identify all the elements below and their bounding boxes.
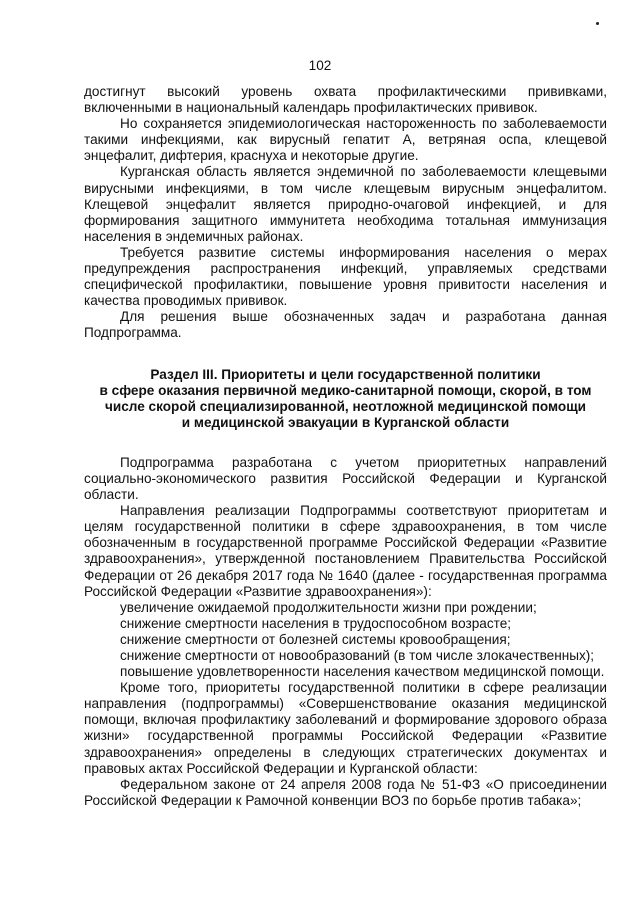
paragraph-federal-law: Федеральном законе от 24 апреля 2008 года № 51-ФЗ «О присоединении Российской Федерации к Рамочной конвенции ВОЗ по борьбе против табака»; — [84, 776, 607, 808]
paragraph-information-system: Требуется развитие системы информирования населения о мерах предупреждения распространения инфекций, управляемых средствами специфической профилактики, повышение уровня привитости населения и качества проводимых прививок. — [84, 244, 607, 309]
paragraph-epidemiological-alertness: Но сохраняется эпидемиологическая настороженность по заболеваемости такими инфекциями, как вирусный гепатит А, ветряная оспа, клещевой энцефалит, дифтерия, краснуха и некоторые другие. — [84, 116, 607, 164]
paragraph-implementation-directions: Направления реализации Подпрограммы соответствуют приоритетам и целям государственной политики в сфере здравоохранения, в том числе обозначенным в государственной программе Российской Федерации «Развитие здравоохранения», утвержденной постановлением Правительства Российской Федерации от 26 декабря 2017 года № 1640 (далее - государственная программа Российской Федерации «Развитие здравоохранения»): — [84, 503, 607, 599]
paragraph-strategic-documents: Кроме того, приоритеты государственной политики в сфере реализации направления (подпрограммы) «Совершенствование оказания медицинской помощи, включая профилактику заболеваний и формирование здорового образа жизни» государственной программы Российской Федерации «Развитие здравоохранения» определены в следующих стратегических документах и правовых актах Российской Федерации и Курганской области: — [84, 680, 607, 776]
scan-speck — [596, 22, 599, 25]
list-item: снижение смертности от новообразований (в том числе злокачественных); — [120, 648, 595, 663]
section-heading-line: и медицинской эвакуации в Курганской области — [181, 414, 510, 430]
section-heading-line: в сфере оказания первичной медико-санитарной помощи, скорой, в том — [99, 382, 592, 398]
section-heading-line: Раздел III. Приоритеты и цели государственной политики — [150, 366, 541, 382]
paragraph-satisfaction: повышение удовлетворенности населения качеством медицинской помощи. — [120, 664, 605, 680]
section-heading-line: числе скорой специализированной, неотложной медицинской помощи — [104, 398, 587, 414]
paragraph-subprogram-developed: Для решения выше обозначенных задач и разработана данная Подпрограмма. — [84, 309, 607, 341]
page-number: 102 — [308, 58, 332, 73]
paragraph-priorities-basis: Подпрограмма разработана с учетом приоритетных направлений социально-экономического развития Российской Федерации и Курганской области. — [84, 454, 607, 503]
list-item: снижение смертности населения в трудоспособном возрасте; — [120, 615, 512, 631]
list-item: снижение смертности от болезней системы кровообращения; — [120, 631, 511, 647]
list-item: увеличение ожидаемой продолжительности жизни при рождении; — [120, 599, 537, 615]
section-heading — [84, 367, 607, 431]
paragraph-kurgan-endemic: Курганская область является эндемичной по заболеваемости клещевыми вирусными инфекциями, в том числе клещевым вирусным энцефалитом. Клещевой энцефалит является природно-очаговой инфекцией, и для формирования защитного иммунитета необходима тотальная иммунизация населения в эндемичных районах. — [84, 164, 607, 244]
paragraph-coverage: достигнут высокий уровень охвата профилактическими прививками, включенными в национальный календарь профилактических прививок. — [84, 84, 607, 116]
page-content — [84, 84, 607, 809]
